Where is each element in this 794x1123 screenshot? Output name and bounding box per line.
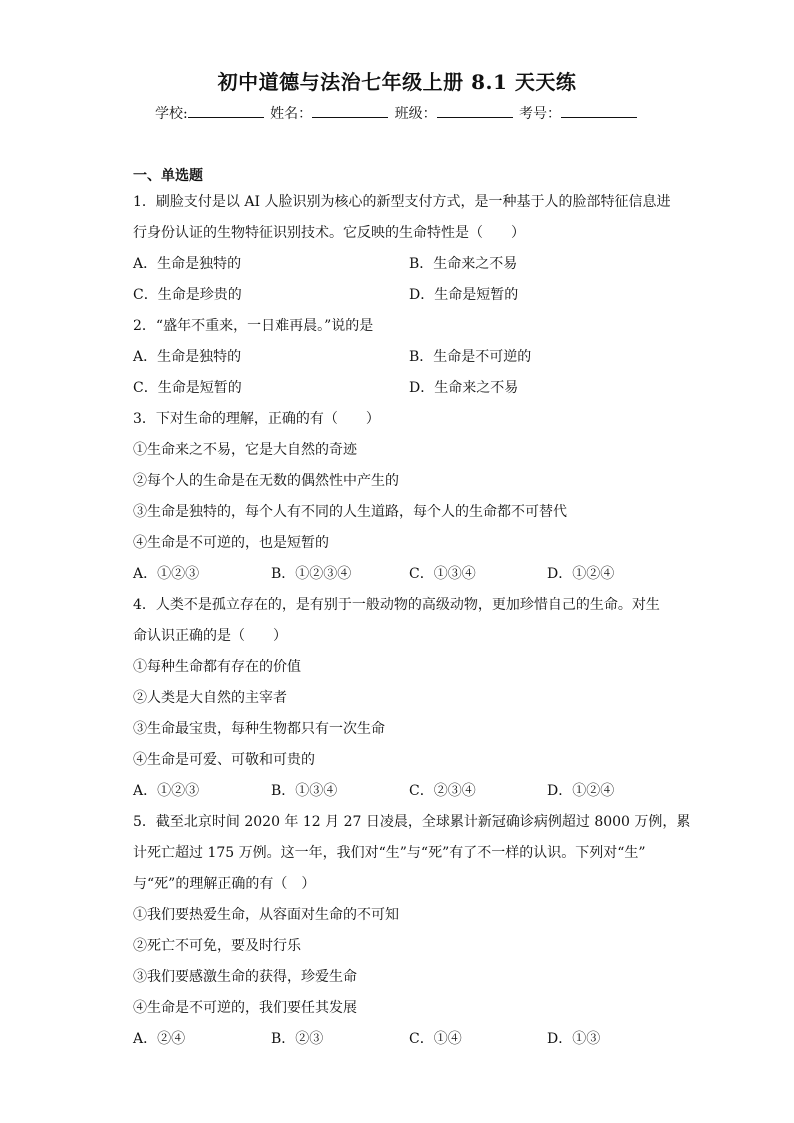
- q5-statement-1: ①我们要热爱生命，从容面对生命的不可知: [133, 907, 399, 923]
- school-blank: [188, 104, 264, 118]
- q1-options-row1: [133, 249, 663, 280]
- q4-options-row: [133, 776, 663, 807]
- q2-option-a: A．生命是独特的: [133, 349, 242, 365]
- q4-statement-4: ④生命是可爱、可敬和可贵的: [133, 752, 315, 768]
- q1-stem-line1: 1．刷脸支付是以 AI 人脸识别为核心的新型支付方式，是一种基于人的脸部特征信息进: [133, 194, 671, 210]
- q5-stem-line3: 与“死”的理解正确的有（ ）: [133, 876, 316, 892]
- number-label: 考号：: [519, 106, 562, 122]
- q3-option-b: B．①②③④: [271, 566, 352, 582]
- q4-statement-3: ③生命最宝贵，每种生物都只有一次生命: [133, 721, 385, 737]
- q3-statement-1: ①生命来之不易，它是大自然的奇迹: [133, 442, 357, 458]
- q2-options-row1: [133, 342, 663, 373]
- class-blank: [437, 104, 513, 118]
- section-heading: 一、单选题: [133, 168, 203, 184]
- q4-stem-line1: 4．人类不是孤立存在的，是有别于一般动物的高级动物，更加珍惜自己的生命。对生: [133, 597, 660, 613]
- q3-option-d: D．①②④: [547, 566, 615, 582]
- q4-stem-line2: 命认识正确的是（ ）: [133, 628, 287, 644]
- q5-options-row: [133, 1024, 663, 1055]
- number-blank: [561, 104, 637, 118]
- q5-option-d: D．①③: [547, 1031, 601, 1047]
- q2-option-c: C．生命是短暂的: [133, 380, 242, 396]
- name-blank: [312, 104, 388, 118]
- q4-option-d: D．①②④: [547, 783, 615, 799]
- class-label: 班级：: [394, 106, 437, 122]
- q5-stem-line1: 5．截至北京时间 2020 年 12 月 27 日凌晨，全球累计新冠确诊病例超过 8000 万例，累: [133, 814, 691, 830]
- question-list: [133, 166, 691, 1055]
- q5-statement-3: ③我们要感激生命的获得，珍爱生命: [133, 969, 357, 985]
- q4-option-c: C．②③④: [409, 783, 476, 799]
- q2-option-b: B．生命是不可逆的: [409, 349, 532, 365]
- q5-stem-line2: 计死亡超过 175 万例。这一年，我们对“生”与“死”有了不一样的认识。下列对“生”: [133, 845, 646, 861]
- q5-statement-4: ④生命是不可逆的，我们要任其发展: [133, 1000, 357, 1016]
- q5-option-b: B．②③: [271, 1031, 324, 1047]
- q3-statement-3: ③生命是独特的，每个人有不同的人生道路，每个人的生命都不可替代: [133, 504, 567, 520]
- q5-option-c: C．①④: [409, 1031, 462, 1047]
- q3-option-c: C．①③④: [409, 566, 476, 582]
- student-info-line: [0, 103, 794, 123]
- q3-statement-2: ②每个人的生命是在无数的偶然性中产生的: [133, 473, 399, 489]
- q1-option-a: A．生命是独特的: [133, 256, 242, 272]
- q3-stem-line1: 3．下对生命的理解，正确的有（ ）: [133, 411, 380, 427]
- q1-option-b: B．生命来之不易: [409, 256, 518, 272]
- q1-options-row2: [133, 280, 663, 311]
- q2-option-d: D．生命来之不易: [409, 380, 519, 396]
- name-label: 姓名：: [270, 106, 313, 122]
- q4-option-a: A．①②③: [133, 783, 200, 799]
- page-title: 初中道德与法治七年级上册 8.1 天天练: [217, 70, 577, 94]
- q5-option-a: A．②④: [133, 1031, 186, 1047]
- q1-stem-line2: 行身份认证的生物特征识别技术。它反映的生命特性是（ ）: [133, 225, 525, 241]
- q2-stem-line1: 2．“盛年不重来，一日难再晨。”说的是: [133, 318, 374, 334]
- q3-option-a: A．①②③: [133, 566, 200, 582]
- q1-option-d: D．生命是短暂的: [409, 287, 519, 303]
- school-label: 学校:: [154, 106, 188, 122]
- q3-statement-4: ④生命是不可逆的，也是短暂的: [133, 535, 329, 551]
- q5-statement-2: ②死亡不可免，要及时行乐: [133, 938, 301, 954]
- q3-options-row: [133, 559, 663, 590]
- q2-options-row2: [133, 373, 663, 404]
- q4-statement-2: ②人类是大自然的主宰者: [133, 690, 287, 706]
- q1-option-c: C．生命是珍贵的: [133, 287, 242, 303]
- q4-option-b: B．①③④: [271, 783, 338, 799]
- q4-statement-1: ①每种生命都有存在的价值: [133, 659, 301, 675]
